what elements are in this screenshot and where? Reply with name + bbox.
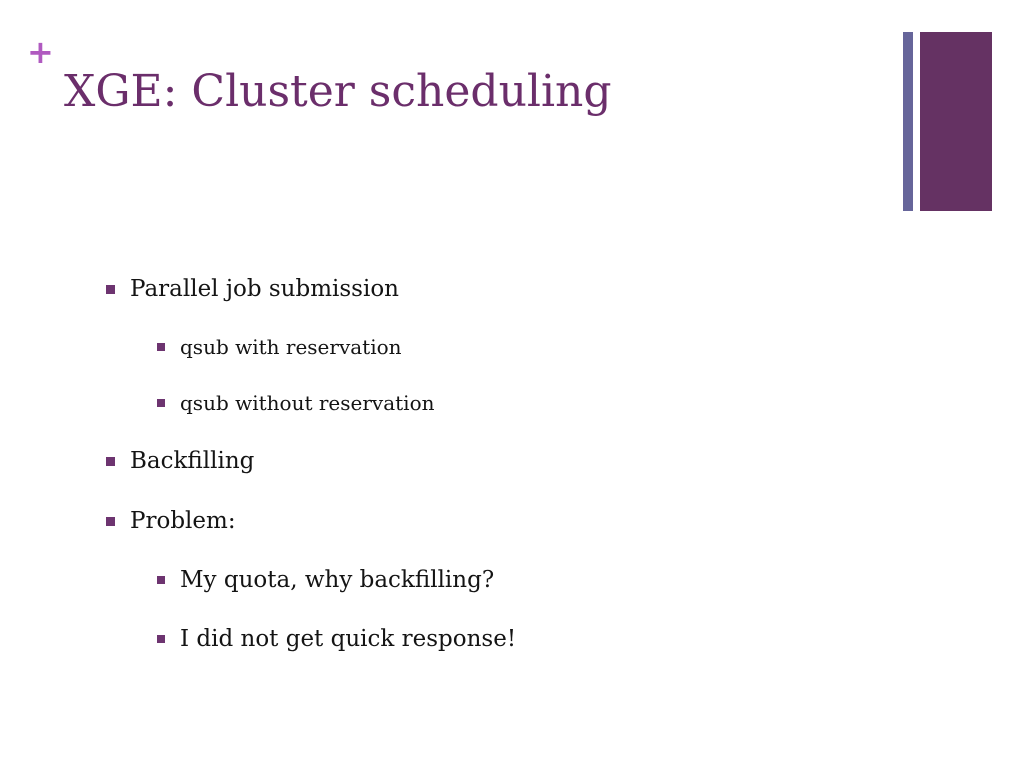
bullet-text: My quota, why backfilling? [180, 567, 495, 593]
plus-icon: + [27, 33, 54, 71]
sub-bullet-item-qsub-without-reservation [157, 389, 435, 417]
square-bullet-icon [106, 457, 115, 466]
bullet-text: Parallel job submission [130, 276, 399, 302]
bullet-text: Problem: [130, 508, 236, 534]
sub-bullet-item-quick-response [157, 625, 516, 653]
bullet-item-problem [106, 506, 236, 536]
slide-title: XGE: Cluster scheduling [64, 66, 612, 117]
square-bullet-icon [157, 576, 165, 584]
square-bullet-icon [157, 399, 165, 407]
bullet-text: qsub with reservation [180, 335, 402, 359]
bullet-text: I did not get quick response! [180, 626, 517, 652]
sub-bullet-item-my-quota [157, 566, 494, 594]
square-bullet-icon [157, 635, 165, 643]
bullet-text: qsub without reservation [180, 391, 435, 415]
sub-bullet-item-qsub-with-reservation [157, 333, 402, 361]
bullet-item-backfilling [106, 446, 254, 476]
bullet-text: Backfilling [130, 448, 255, 474]
square-bullet-icon [106, 285, 115, 294]
bullet-item-parallel-job-submission [106, 274, 399, 304]
square-bullet-icon [106, 517, 115, 526]
square-bullet-icon [157, 343, 165, 351]
